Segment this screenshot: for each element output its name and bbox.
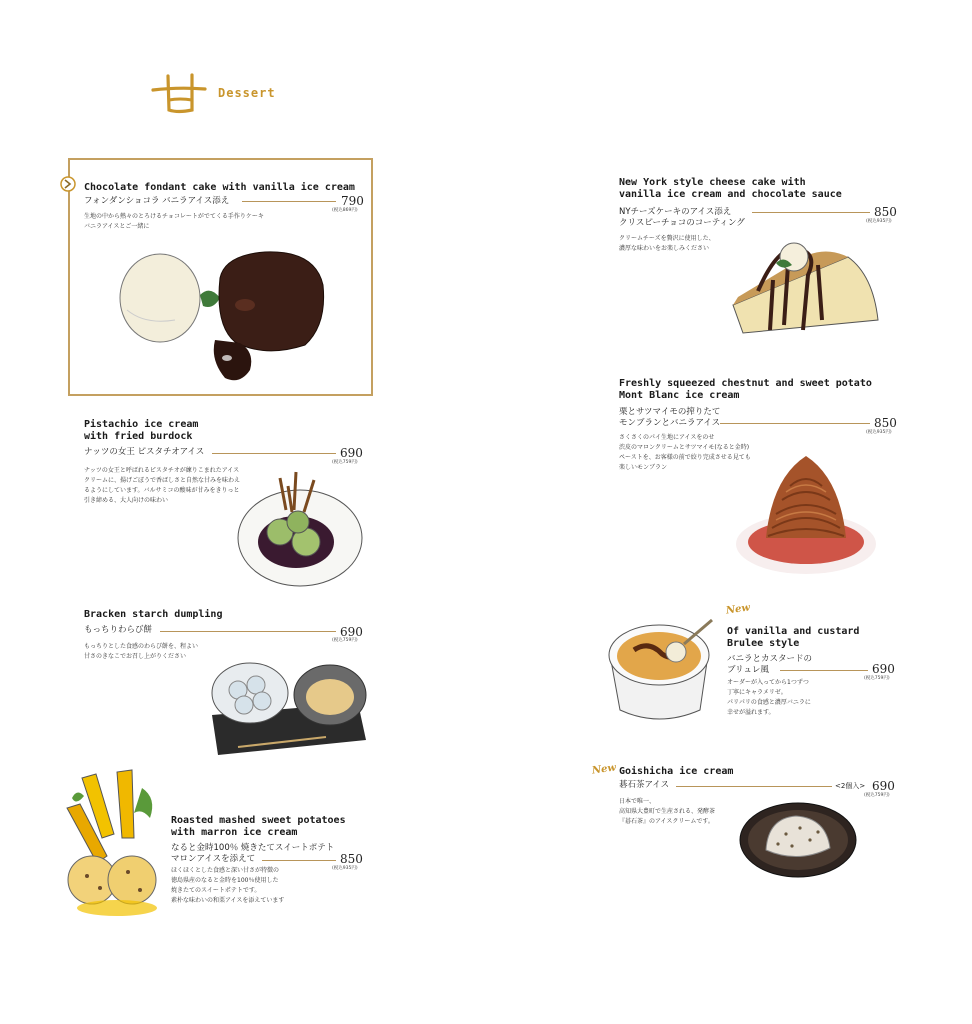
- item-description: オーダーが入ってから1つずつ 丁寧にキャラメリゼ。 パリパリの食感と濃厚バニラに 幸せが溢れます。: [727, 679, 811, 716]
- item-price-tax: (税込935円): [866, 430, 892, 435]
- item-name-en: Bracken starch dumpling: [84, 609, 223, 620]
- goishicha-image: [738, 800, 858, 880]
- item-name-jp: フォンダンショコラ バニラアイス添え: [84, 196, 230, 206]
- item-price-tax: (税込759円): [332, 460, 358, 465]
- item-name-jp: なると金時100％ 焼きたてスイートポテト マロンアイスを添えて: [171, 843, 335, 864]
- item-price-tax: (税込759円): [332, 638, 358, 643]
- fondant-image: [115, 240, 365, 390]
- price-leader-line: [212, 453, 336, 454]
- item-name-jp: ナッツの女王 ピスタチオアイス: [84, 447, 205, 457]
- item-price-tax: (税込759円): [864, 676, 890, 681]
- item-price: 850: [874, 416, 897, 430]
- price-leader-line: [676, 786, 832, 787]
- item-name-en: Freshly squeezed chestnut and sweet potato Mont Blanc ice cream: [619, 378, 872, 401]
- item-name-jp: 碁石茶アイス: [619, 780, 670, 790]
- item-price-tax: (税込935円): [866, 219, 892, 224]
- price-leader-line: [752, 212, 870, 213]
- item-name-en: Pistachio ice cream with fried burdock: [84, 419, 199, 442]
- pistachio-image: [234, 470, 364, 590]
- item-name-jp: NYチーズケーキのアイス添え クリスピーチョコのコーティング: [619, 207, 745, 228]
- item-name-jp: バニラとカスタードの ブリュレ風: [727, 654, 813, 675]
- brulee-image: [604, 610, 722, 725]
- item-description: さくさくのパイ生地にアイスをのせ 渋皮のマロンクリームとサツマイモ(なると金時) ペーストを、お客様の前で絞り完成させる見ても 楽しいモンブラン: [619, 434, 751, 471]
- item-price-tax: (税込869円): [332, 208, 358, 213]
- montblanc-image: [732, 448, 880, 580]
- item-name-en: New York style cheese cake with vanilla ice cream and chocolate sauce: [619, 177, 842, 200]
- item-description: 日本で唯一、 高知県大豊町で生産される、発酵茶 『碁石茶』のアイスクリームです。: [619, 798, 716, 825]
- price-leader-line: [262, 860, 336, 861]
- item-price: 790: [341, 194, 364, 208]
- price-leader-line: [242, 201, 336, 202]
- item-price-tax: (税込935円): [332, 866, 358, 871]
- page-title: Dessert: [218, 86, 276, 100]
- item-name-jp: 栗とサツマイモの搾りたて モンブランとバニラアイス: [619, 407, 721, 428]
- warabimochi-image: [208, 655, 370, 760]
- item-description: もっちりとした食感のわらび餅を、程よい 甘さのきなこでお召し上がりください: [84, 643, 199, 660]
- item-name-en: Of vanilla and custard Brulee style: [727, 626, 860, 649]
- item-quantity: <2個入>: [835, 782, 866, 790]
- item-price: 690: [340, 625, 363, 639]
- price-leader-line: [160, 631, 336, 632]
- item-name-en: Roasted mashed sweet potatoes with marron ice cream: [171, 815, 346, 838]
- item-price: 690: [340, 446, 363, 460]
- item-price: 690: [872, 662, 895, 676]
- new-badge: New: [725, 602, 751, 617]
- item-description: ほくほくとした食感と深い甘さが特徴の 徳島県産のなると金時を100％使用した 焼きたてのスイートポテトです。 素朴な味わいの和栗アイスを添えています: [171, 867, 285, 904]
- item-price: 690: [872, 779, 895, 793]
- item-price: 850: [340, 852, 363, 866]
- price-leader-line: [780, 670, 868, 671]
- new-badge: New: [591, 762, 617, 777]
- item-name-jp: もっちりわらび餅: [84, 625, 153, 635]
- item-description: 生地の中から熱々のとろけるチョコレートがでてくる手作りケーキ バニラアイスとご一緒に: [84, 213, 264, 230]
- item-name-en: Goishicha ice cream: [619, 766, 734, 777]
- sweet-kanji-logo-icon: [150, 70, 208, 118]
- sweet-potato-image: [62, 768, 167, 923]
- pointer-icon: [58, 175, 78, 193]
- item-name-en: Chocolate fondant cake with vanilla ice cream: [84, 182, 355, 193]
- cheesecake-image: [718, 235, 883, 335]
- item-price-tax: (税込759円): [864, 793, 890, 798]
- item-price: 850: [874, 205, 897, 219]
- item-description: クリームチーズを贅沢に使用した、 濃厚な味わいをお楽しみください: [619, 235, 715, 252]
- item-description: ナッツの女王と呼ばれるピスタチオが練りこまれたアイス クリームに、揚げごぼうで香ばしさと自然な甘みを味わえ るようにしています。バルサミコの酸味が甘みをきりっと 引き締める、大人向けの味わい: [84, 467, 241, 504]
- price-leader-line: [720, 423, 870, 424]
